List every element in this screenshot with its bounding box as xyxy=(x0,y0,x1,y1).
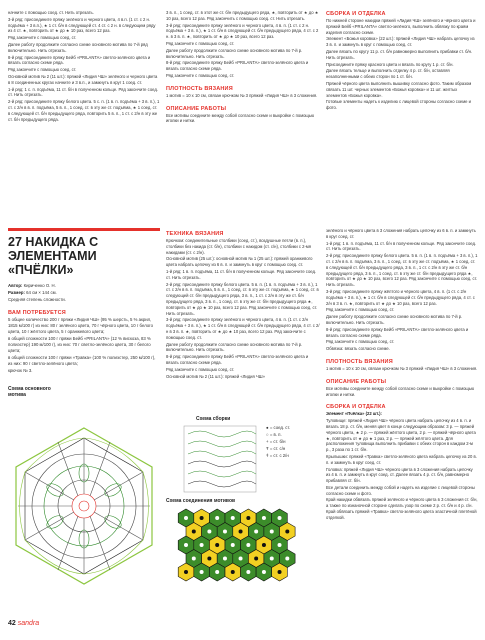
finish2-p3: Головка: пряжей «Лидия ЧШ» чёрного цвета в 3 сложения набрать цепочку из 4 в. п. и замкнуть в круг соед. ст. Далее вязать 4 р. ст. б/н, равномерно прибавляя ст. б/н. xyxy=(326,466,473,484)
legend-item-1 xyxy=(266,431,290,438)
material-2: в общей сложности 100 г пряжи «Травка» (100 % полиэстер, 250 м/100 г), из них: 90 г светло-зелёного цвета; xyxy=(8,355,156,366)
c2-p0: 3 в. п., 1 соед. ст. в этот же ст. б/н предыдущего ряда, ★, повторить от ★ до ★ 10 раз, всего 12 раз. Ряд закончить с помощью соед. ст. Нить отрезать. xyxy=(166,10,319,21)
c1-p2: Ряд закончите с помощью соед. ст. xyxy=(8,35,77,41)
hex-motif-center xyxy=(254,530,258,534)
edging-marks xyxy=(188,431,256,487)
hex-motif-center xyxy=(231,570,235,574)
c1-p7: 1-й ряд: 1 с. п. подъёма, 11 ст. б/н в полученном кольце. Ряд закончите соед. ст. Нить отрезать. xyxy=(8,86,158,98)
hex-motif-center xyxy=(215,516,219,520)
hex-motif-center xyxy=(262,543,266,547)
c3-p5: Пряжей чёрного цвета выполнить вышивку согласно фото. Таким образом связать 11 шт. черных элементов «Божья коровка» и 11 шт. желтых элементов «Божья коровка». xyxy=(326,80,472,98)
c3m-p7: Ряд закончите с помощью соед. ст. xyxy=(326,339,395,345)
tech-p6: 8-й ряд: присоедините пряжу Бейб «PRILANTA» светло-зелёного цвета и вязать согласно схеме ряда. xyxy=(166,354,309,365)
hex-motif-center xyxy=(231,543,235,547)
hex-motif-center xyxy=(192,530,196,534)
finish2-p1: Туловище: пряжей «Лидия ЧШ» чёрного цвета набрать цепочку из 4 в. п. и вязать 18 р. ст. б/н, меняя цвет в конце следующим образом: 3 р. — пряжей чёрного цвета, ★ 2 р. — пряжей жёлтого цвета, 2 р. — пряжей чёрного цвета ★, повторить от ★ до ★ 1 раз, 2 р. — пряжей жёлтого цвета. Для расположения туловища выполнить прибавки с обеих сторон в каждом 2-м р., 3 раза по 1 ст. б/н. xyxy=(326,418,476,453)
hex-motif-center xyxy=(207,530,211,534)
difficulty: Средняя степень сложности. xyxy=(8,297,66,302)
hex-motif-center xyxy=(200,543,204,547)
diagram1-label-1: Схема основного xyxy=(8,386,51,392)
tech-p5: Далее работу продолжите согласно схеме основного мотива по 7-й р. включительно. Нить отрезать. xyxy=(166,341,303,353)
main-motif-diagram xyxy=(8,386,160,612)
hex-motif-center xyxy=(262,570,266,574)
finish2-p0: Элемент «Пчёлка» (22 шт.): xyxy=(326,411,382,417)
legend-item-4 xyxy=(266,452,290,459)
c2-p1: 3-й ряд: присоедините пряжу зелёного и черного цвета, 4 в. п. (1 ст. с 2 н. подъёма + 3 в. п.), ★ 1 ст. б/н в следующей ст. б/н предыдущего ряда, 4 ст. с 2 н. в 3 в. п. ★, повторить от ★ до ★ 10 раз, всего 12 раз. xyxy=(166,22,319,40)
legend-text-1: = в. п. xyxy=(269,432,282,437)
c1-p0: начните с помощью соед. ст. Нить отрезать. xyxy=(8,10,94,15)
page-footer xyxy=(8,620,39,627)
legend-text-0: = соед. ст. xyxy=(269,425,291,430)
tech-p2: 1-й ряд: 1 в. п. подъёма, 11 ст. б/н в полученном кольце. Ряд закончите соед. ст. Нить отрезать. xyxy=(166,268,317,280)
c1-p4: 8-й ряд: присоедините пряжу Бейб «PRILANTA» светло-зелёного цвета и вязать согласно схеме ряда. xyxy=(8,54,151,66)
c1-p5: Ряд закончите с помощью соед. ст. xyxy=(8,67,77,73)
c1-p1: 3-й ряд: присоедините пряжу зелёного и черного цвета, 4 в.п. (1 ст. с 2 н. подъёма + 3 в.п.), ★ 1 ст. б/н в следующей ст. 4 ст. с 2 н. в следующем ряду из 4 ст. ★, повторить от ★ до ★ 10 раз, всего 12 раз. xyxy=(8,16,156,34)
edging-box xyxy=(184,426,256,492)
c3-p2: Далее вязать по кругу 11 р. ст. б/н равномерно выполнить прибавки ст. б/н. Нить отрезать. xyxy=(326,48,473,60)
page-number: 42 xyxy=(8,620,16,627)
hex-motif-center xyxy=(184,516,188,520)
legend-sym-0: ● xyxy=(266,425,269,430)
density2-heading: ПЛОТНОСТЬ ВЯЗАНИЯ xyxy=(326,358,393,365)
legend-item-2 xyxy=(266,438,290,445)
tech-p4: 3-й ряд: присоедините пряжу зелёного и чёрного цвета, 4 в. п. (1 ст. с 2/н подъёма + 3 в. п.), ★ 1 ст. б/н в следующей ст. б/н предыдущего ряда, 4 ст. с 2/н в 3 в. п. ★, повторить от ★ до ★ 10 раз, всего 12 раз. Ряд закончите с помощью соед. ст. xyxy=(166,317,320,340)
hex-motif-center xyxy=(192,557,196,561)
c3m-p3: 3-й ряд: присоедините пряжу жёлтого и чёрного цвета, 4 в. п. (1 ст. с 2/н подъёма + 3 в. п.), ★ 1 ст. б/н в следующей ст. б/н предыдущего ряда, 4 ст. с 2/н в 3 в. п. ★, повторить от ★ до ★ 10 раз, всего 12 раз. xyxy=(326,288,475,306)
author-value: Кириченко О. Н. xyxy=(23,283,56,288)
c3-p1: Элемент «Божья коровка» (22 шт.): пряжей «Лидия ЧШ» набрать цепочку из 3 в. п. и замкнуть в круг с помощью соед. ст. xyxy=(326,36,475,48)
project-title-box xyxy=(8,228,160,375)
scheme-label: Схема сборки xyxy=(196,416,231,422)
assembly2-text: Все мотивы соедините между собой согласно схеме и выкройке с помощью иголки и нитки. xyxy=(326,385,475,397)
material-0: 5 общее количество 200 г пряжи «Лидия ЧШ» (95 % шерсть, 5 % акрил, 1815 м/100 г) из них: 80 г зелёного цвета, 70 г чёрного цвета, 10 г белого цвета, 10 г жёлтого цвета, 5 г оранжевого цвета; xyxy=(8,317,154,334)
project-title: 27 НАКИДКА С ЭЛЕМЕНТАМИ «ПЧЁЛКИ» xyxy=(8,235,99,277)
materials-heading: ВАМ ПОТРЕБУЕТСЯ xyxy=(8,310,66,316)
c3m-p2: 2-й ряд: присоедините пряжу белого цвета. 5 в. п. (1 в. п. подъёма + 3 в. п.), 1 ст. с 2/н в в. п. подъёма, 3 в. п., 1 соед. ст. в эту же ст. подъёма, ★ 1 соед. ст. в следующей ст. б/н предыдущего ряда, 3 в. п., 1 ст. с 2/н в эту же ст. б/н предыдущего ряда, 3 в. п., 1 соед. ст. в эту же ст. б/н предыдущего ряда ★, повторить от ★ до ★ 10 раз, всего 12 раз. Ряд закончите с помощью соед. ст. Нить отрезать. xyxy=(326,253,478,288)
legend-sym-3: Ŧ xyxy=(266,446,269,451)
edging-svg xyxy=(180,424,260,496)
hex-motif-center xyxy=(285,557,289,561)
hex-motif-center xyxy=(239,557,243,561)
material-1: в общей сложности 100 г пряжи Бейб «PRILANTA» (12 % вискоза, 83 % полиэстер) 190 м/100 г), из них: 70 г светло-зелёного цвета, 30 г белого цвета; xyxy=(8,336,151,353)
motif-ring-1 xyxy=(72,494,96,518)
hex-motif-center xyxy=(278,570,282,574)
finish2-p4: Все детали соединить между собой и надеть на изделие с лицевой стороны согласно схеме и фото. xyxy=(326,484,475,496)
tech-p0: Крючком: соединительные столбики (соед. ст.), воздушные петли (в. п.), столбики без накида (ст. б/н), столбики с накидом (ст. с/н), столбики с 2-мя накидами (ст. с 2/н). xyxy=(166,238,312,255)
hex-motif-center xyxy=(246,543,250,547)
c2-p3: Далее работу продолжите согласно схеме основного мотива по 7-й р. включительно. Нить отрезать. xyxy=(166,47,303,59)
hex-motif-center xyxy=(278,516,282,520)
size-label: Размер: xyxy=(8,290,25,295)
hex-motif-center xyxy=(184,570,188,574)
hex-motif-center xyxy=(262,516,266,520)
legend-text-3: = ст. с/н xyxy=(269,446,286,451)
c3-p0: По нижней стороне накидки пряжей «Лидия ЧШ» зелёного и чёрного цвета и пряжей Бейб «PRILANTA» светло-зелёного, выполнить обвязку по краям изделия согласно схеме. xyxy=(326,18,476,35)
hex-motif-center xyxy=(285,530,289,534)
density-heading: ПЛОТНОСТЬ ВЯЗАНИЯ xyxy=(166,85,233,92)
author-label: Автор: xyxy=(8,283,23,288)
diagram1-label-2: мотива xyxy=(8,392,26,398)
column-3-top xyxy=(326,10,478,188)
assembly-heading: ОПИСАНИЕ РАБОТЫ xyxy=(166,105,227,112)
c2-p2: Ряд закончите с помощью соед. ст. xyxy=(166,40,235,46)
motif-assembly-diagram xyxy=(166,498,320,624)
c3-p4: Далее вязать тельце и выполнить отделку 4 р. ст. б/н, оставляя незаполненными с обеих сторон по 1 ст. б/н. xyxy=(326,68,450,80)
column-1-top xyxy=(8,10,160,222)
legend-sym-1: ○ xyxy=(266,432,269,437)
tech-p8: Основной мотив № 2 (11 шт.): пряжей «Лидия ЧШ» xyxy=(166,373,265,379)
legend-item-0 xyxy=(266,424,290,431)
c1-p3: Далее работу продолжите согласно схеме основного мотива по 7-й ряд включительно. Нить отрезать. xyxy=(8,41,148,53)
legend-sym-4: ǂ xyxy=(266,453,269,458)
c3-p3: Присоедините пряжу красного цвета и вязать по кругу 1 р. ст. б/н. xyxy=(326,61,454,67)
hex-motif-center xyxy=(239,530,243,534)
assembly-text: Все мотивы соедините между собой согласно схеме и выкройке с помощью иголки и нитки. xyxy=(166,112,315,124)
hex-motif-center xyxy=(215,543,219,547)
hex-motif-center xyxy=(200,570,204,574)
legend-text-4: = ст. с 2/н xyxy=(269,453,289,458)
legend xyxy=(266,424,290,459)
hex-motif-center xyxy=(215,570,219,574)
c2-p5: Ряд закончите с помощью соед. ст. xyxy=(166,72,235,78)
hex-motif-center xyxy=(223,557,227,561)
density-text: 1 мотив = 10 х 10 см, связан крючком № 3 пряжей «Лидия ЧШ» в 3 сложения. xyxy=(166,92,318,98)
size-line xyxy=(8,290,160,296)
brand-name: sandra xyxy=(17,620,40,627)
hex-motif-center xyxy=(270,557,274,561)
hex-motif-center xyxy=(184,543,188,547)
hex-motif-center xyxy=(278,543,282,547)
assembly-scheme xyxy=(166,414,320,496)
finish2-p5: Край накидки обвязать пряжей зелёного и чёрного цвета в 3 сложения ст. б/н, а также по изнаночной стороне сделать узор по схеме 2 р. ст. б/н и 4 р. с/н. Край обвязать пряжей «Травка» светло-зелёного цвета эластичной плетёной отделкой. xyxy=(326,497,478,520)
c1-p8: 2-й ряд: присоедините пряжу белого цвета. 5 с. п. (1 в. п. подъёма + 3 в. п.), 1 ст. с 2/н в в. п. подъёма, 5 в. п., 1 соед. ст. в эту же ст. подъёма, ★ 1 соед. ст. в следующей ст. б/н предыдущего ряда, повторить 5 в. п., 1 ст. с 2/н в эту же ст. б/н предыдущего ряда. xyxy=(8,99,160,122)
legend-item-3 xyxy=(266,445,290,452)
c3m-p4: Ряд закончите с помощью соед. ст. xyxy=(326,307,395,313)
hex-motif-center xyxy=(200,516,204,520)
c2-p4: 8-й ряд: присоедините пряжу Бейб «PRILANTA» светло-зелёного цвета и вязать согласно схеме ряда. xyxy=(166,60,309,72)
technique-section xyxy=(166,230,320,410)
hex-grid-svg xyxy=(166,504,320,616)
hex-motif-center xyxy=(270,530,274,534)
hex-motif-center xyxy=(254,557,258,561)
finish-heading: СБОРКА И ОТДЕЛКА xyxy=(326,11,386,17)
material-3: крючок № 3. xyxy=(8,368,33,373)
hex-motif-center xyxy=(223,530,227,534)
assembly2-heading: ОПИСАНИЕ РАБОТЫ xyxy=(326,378,387,385)
hex-motif-center xyxy=(231,516,235,520)
technique-heading: ТЕХНИКА ВЯЗАНИЯ xyxy=(166,231,224,237)
legend-sym-2: + xyxy=(266,439,269,444)
size-value: 64 см × 144 см. xyxy=(26,290,57,295)
legend-text-2: = ст. б/н xyxy=(269,439,286,444)
hex-motif-center xyxy=(246,516,250,520)
finish2-p2: Крылышки: пряжей «Травка» светло-зелёного цвета набрать цепочку из 20 в. п. и замкнуть в круг соед. ст. xyxy=(326,453,477,465)
assembly-diagram-label: Схема соединения мотивов xyxy=(166,498,236,504)
tech-p3: 2-й ряд: присоедините пряжу белого цвета. 5 в. п. (1 в. п. подъёма + 3 в. п.), 1 ст. с 2/н в в. п. подъёма, 5 в. п., 1 соед. ст. в эту же ст. подъёма, ★ 1 соед. ст. в следующей ст. б/н предыдущего ряда, 3 в. п., 1 ст. с 2/н в эту же ст. б/н предыдущего ряда, 3 в. п., 1 соед. ст. в эту же ст. б/н предыдущего ряда ★, повторить от ★ до ★ 10 раз, всего 12 раз. Ряд закончите с помощью соед. ст. Нить отрезать. xyxy=(166,281,319,316)
column-3-bottom xyxy=(326,228,478,614)
finish2-heading: СБОРКА И ОТДЕЛКА xyxy=(326,404,386,411)
column-2-top xyxy=(166,10,320,210)
c3m-p0: зелёного и чёрного цвета в 3 сложения набрать цепочку из 6 в. п. и замкнуть в круг соед. ст. xyxy=(326,228,476,239)
c3m-p8: Обвязка: вязать согласно схеме. xyxy=(326,346,390,352)
c3m-p6: 8-й ряд: присоедините пряжу Бейб «PRILANTA» светло-зелёного цвета и вязать согласно схеме ряда. xyxy=(326,326,469,338)
motif-svg xyxy=(8,398,160,608)
motif-spokes xyxy=(18,438,150,574)
c3-p6: Готовые элементы надеть к изделию с лицевой стороны согласно схеме и фото. xyxy=(326,99,471,111)
hex-motif-center xyxy=(207,557,211,561)
c3m-p5: Далее работу продолжите согласно схеме основного мотива по 7-й р. включительно. Нить отрезать. xyxy=(326,314,463,325)
c3m-p1: 1-й ряд: 1 в. п. подъёма, 11 ст. б/н в полученном кольце. Ряд закончите соед. ст. Нить отрезать. xyxy=(326,240,477,252)
hex-motif-center xyxy=(246,570,250,574)
density2-text: 1 мотив = 10 х 10 см, связан крючком № 3 пряжей «Лидия ЧШ» в 3 сложения. xyxy=(326,365,478,371)
title-rule xyxy=(8,228,160,231)
c1-p6: Основной мотив № 2 (11 шт.): пряжей «Лидия ЧШ» зелёного и черного цвета в 8 соединенных кругах начните и 3 в.п., и замкнуть в круг 1 соед. ст. xyxy=(8,73,158,85)
motif-center xyxy=(79,501,89,511)
tech-p1: Основной мотив (25 шт.): основной мотив № 1 (25 шт.): пряжей оранжевого цвета набрать цепочку из 6 в. п. и замкнуть в круг с помощью соед. ст. xyxy=(166,256,313,268)
tech-p7: Ряд закончите с помощью соед. ст. xyxy=(166,366,235,372)
author-line xyxy=(8,283,160,289)
